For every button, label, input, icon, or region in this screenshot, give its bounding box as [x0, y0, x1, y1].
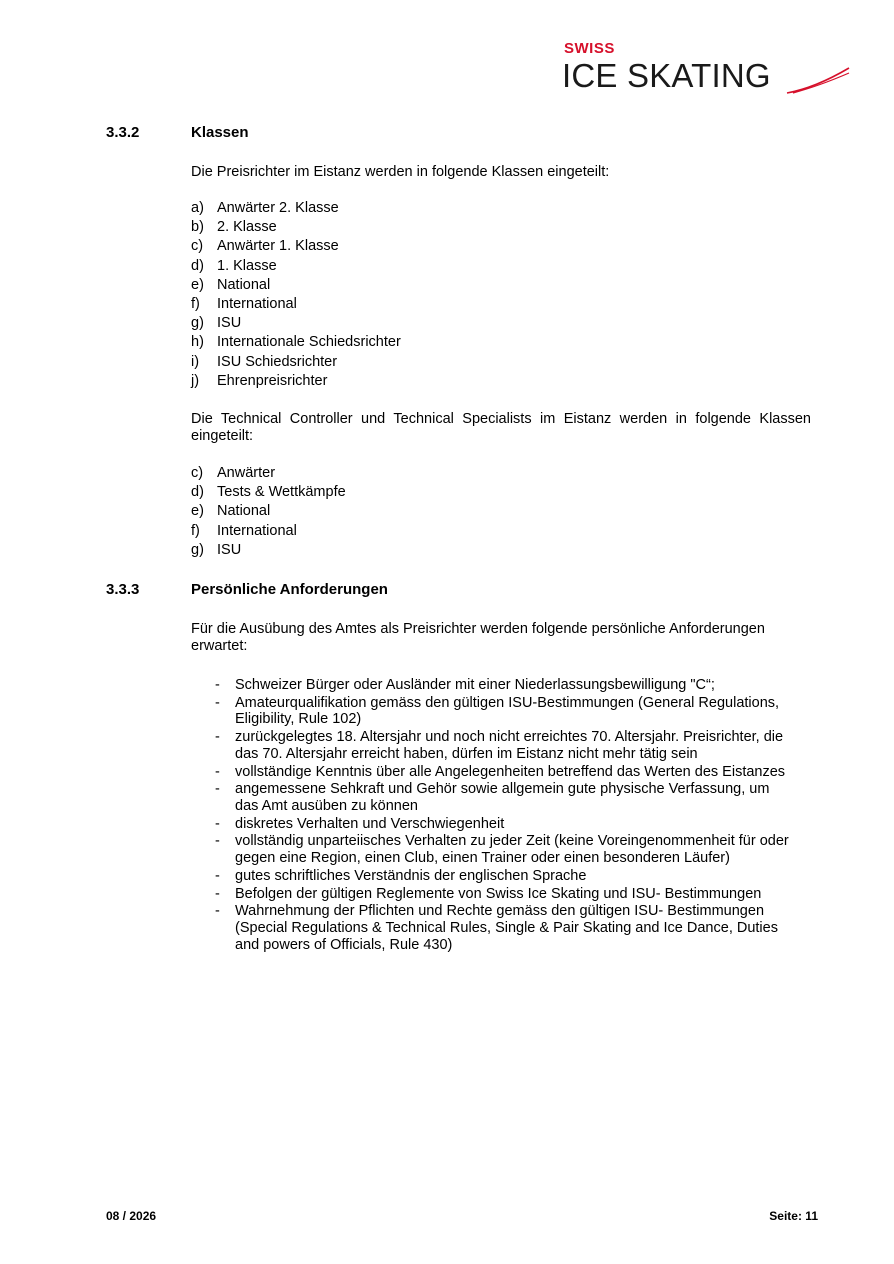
list-item-text: International — [217, 522, 297, 539]
list-marker: e) — [191, 503, 204, 520]
requirement-text: Wahrnehmung der Pflichten und Rechte gemäss den gültigen ISU- Bestimmungen (Special Regulations & Technical Rules, Single & Pair Skating and Ice Dance, Duties and powers of Officials, Rule 430) — [235, 903, 778, 953]
anforderungen-intro: Für die Ausübung des Amtes als Preisrichter werden folgende persönliche Anforderungen erwartet: — [191, 621, 765, 654]
list-marker: b) — [191, 219, 204, 236]
requirement-item — [191, 816, 791, 834]
list-marker: g) — [191, 541, 204, 558]
list-marker: h) — [191, 334, 204, 351]
list-marker: e) — [191, 276, 204, 293]
bullet-dash: - — [215, 885, 220, 902]
list-item-text: Ehrenpreisrichter — [217, 372, 328, 389]
bullet-dash: - — [215, 867, 220, 884]
tc-intro: Die Technical Controller und Technical Specialists im Eistanz werden in folgende Klassen eingeteilt: — [191, 411, 811, 444]
judge-class-item — [191, 237, 401, 256]
technical-class-item — [191, 502, 346, 521]
bullet-dash: - — [215, 815, 220, 832]
requirement-item — [191, 886, 791, 904]
list-item-text: Tests & Wettkämpfe — [217, 484, 346, 501]
section-title: Persönliche Anforderungen — [191, 581, 388, 598]
requirement-item — [191, 677, 791, 695]
section-title: Klassen — [191, 124, 249, 141]
judge-class-item — [191, 295, 401, 314]
judge-class-item — [191, 353, 401, 372]
requirement-item — [191, 695, 791, 729]
list-marker: i) — [191, 353, 200, 370]
list-marker: d) — [191, 257, 204, 274]
requirement-text: gutes schriftliches Verständnis der englischen Sprache — [235, 867, 587, 884]
requirement-item — [191, 833, 791, 867]
requirement-text: Schweizer Bürger oder Ausländer mit einer Niederlassungsbewilligung "C“; — [235, 677, 715, 693]
technical-class-item — [191, 522, 346, 541]
technical-classes-list — [191, 464, 346, 560]
list-item-text: Anwärter — [217, 465, 276, 481]
list-item-text: International — [217, 296, 297, 313]
judge-class-item — [191, 314, 401, 333]
list-item-text: 2. Klasse — [217, 219, 277, 236]
list-marker: c) — [191, 238, 204, 255]
list-marker: d) — [191, 484, 204, 501]
requirement-item — [191, 729, 791, 763]
swiss-ice-skating-logo — [560, 40, 850, 110]
list-item-text: National — [217, 503, 271, 520]
list-item-text: Anwärter 2. Klasse — [217, 200, 339, 216]
list-marker: j) — [191, 372, 200, 389]
footer-date: 08 / 2026 — [106, 1209, 157, 1223]
list-item-text: Internationale Schiedsrichter — [217, 334, 401, 351]
list-item-text: ISU Schiedsrichter — [217, 353, 338, 370]
bullet-dash: - — [215, 781, 220, 798]
list-marker: c) — [191, 465, 204, 481]
judge-class-item — [191, 276, 401, 295]
requirement-text: angemessene Sehkraft und Gehör sowie allgemein gute physische Verfassung, um das Amt ausüben zu können — [235, 781, 770, 814]
list-item-text: ISU — [217, 541, 242, 558]
list-marker: f) — [191, 296, 200, 313]
logo-swiss-text: SWISS — [564, 40, 615, 57]
requirement-item — [191, 764, 791, 782]
judge-class-item — [191, 199, 401, 218]
technical-class-item — [191, 483, 346, 502]
judge-class-item — [191, 218, 401, 237]
requirement-text: zurückgelegtes 18. Altersjahr und noch nicht erreichtes 70. Altersjahr. Preisrichter, die das 70. Altersjahr erreicht haben, dürfen im Eistanz nicht mehr tätig sein — [235, 729, 784, 762]
requirements-list — [191, 677, 791, 954]
requirement-text: Amateurqualifikation gemäss den gültigen ISU-Bestimmungen (General Regulations, Eligibility, Rule 102) — [235, 694, 780, 728]
requirement-item — [191, 781, 791, 815]
requirement-text: vollständige Kenntnis über alle Angelegenheiten betreffend das Werten des Eistanzes — [235, 763, 786, 780]
list-item-text: Anwärter 1. Klasse — [217, 238, 339, 255]
requirement-text: Befolgen der gültigen Reglemente von Swiss Ice Skating und ISU- Bestimmungen — [235, 885, 762, 902]
list-item-text: ISU — [217, 315, 242, 332]
section-number: 3.3.3 — [106, 581, 140, 598]
requirement-text: vollständig unparteiisches Verhalten zu jeder Zeit (keine Voreingenommenheit für oder gegen eine Region, einen Club, einen Trainer oder einen besonderen Läufer) — [235, 833, 789, 867]
judge-class-item — [191, 257, 401, 276]
requirement-text: diskretes Verhalten und Verschwiegenheit — [235, 815, 505, 832]
judge-classes-list — [191, 199, 401, 391]
section-number: 3.3.2 — [106, 124, 140, 141]
bullet-dash: - — [215, 694, 220, 711]
logo-ice-skating-text: ICE SKATING — [562, 57, 771, 94]
bullet-dash: - — [215, 729, 220, 746]
footer-page-number: Seite: 11 — [769, 1209, 818, 1223]
requirement-item — [191, 903, 791, 954]
list-marker: g) — [191, 315, 204, 332]
judge-class-item — [191, 333, 401, 352]
bullet-dash: - — [215, 763, 220, 780]
bullet-dash: - — [215, 677, 220, 693]
technical-class-item — [191, 541, 346, 560]
bullet-dash: - — [215, 903, 220, 920]
judge-class-item — [191, 372, 401, 391]
klassen-intro: Die Preisrichter im Eistanz werden in folgende Klassen eingeteilt: — [191, 164, 610, 180]
list-marker: f) — [191, 522, 200, 539]
requirement-item — [191, 868, 791, 886]
list-item-text: National — [217, 276, 271, 293]
list-item-text: 1. Klasse — [217, 257, 277, 274]
bullet-dash: - — [215, 833, 220, 850]
technical-class-item — [191, 464, 346, 483]
list-marker: a) — [191, 200, 204, 216]
skate-swoosh-icon — [785, 66, 851, 96]
